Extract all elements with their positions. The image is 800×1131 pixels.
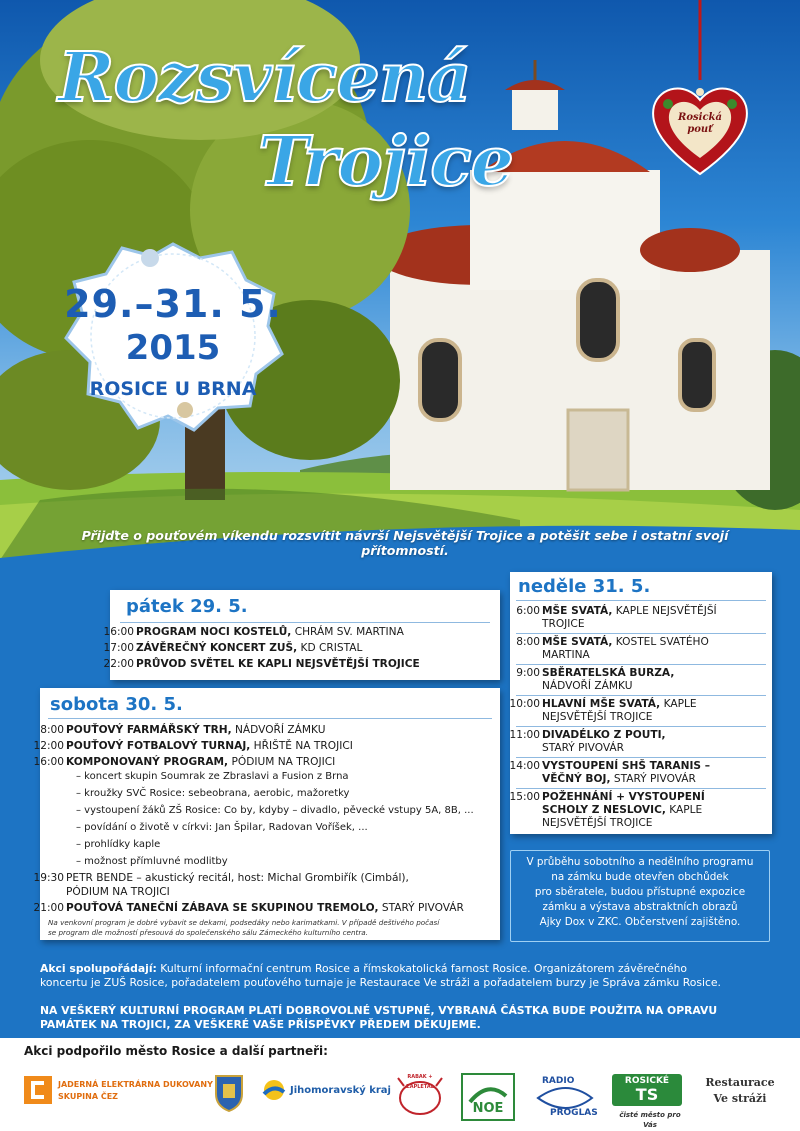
jmk-logo: Jihomoravský kraj	[262, 1072, 382, 1122]
divider	[516, 695, 766, 696]
friday-panel	[103, 590, 500, 680]
sunday-item: 15:00 POŽEHNÁNÍ + VYSTOUPENÍ	[509, 791, 705, 803]
sunday-item: 10:00 HLAVNÍ MŠE SVATÁ, KAPLE	[509, 698, 697, 710]
saturday-title: sobota 30. 5.	[50, 694, 183, 715]
sunday-item-continuation: SCHOLY Z NESLOVIC, KAPLE	[542, 804, 703, 816]
saturday-item: 21:00 POUŤOVÁ TANEČNÍ ZÁBAVA SE SKUPINOU TREMOLO, STARÝ PIVOVÁR	[33, 902, 464, 914]
sunday-item-continuation: NEJSVĚTĚJŠÍ TROJICE	[542, 711, 653, 723]
divider	[48, 718, 492, 719]
program-subitem: – povídání o životě v církvi: Jan Špilar, Radovan Voříšek, ...	[76, 822, 368, 833]
restaurant-ve-strazi-logo: Restaurace Ve stráži	[705, 1076, 775, 1105]
heart-text-line-1: Rosická	[678, 112, 722, 123]
info-line: Ajky Dox v ZKC. Občerstvení zajištěno.	[539, 916, 741, 928]
friday-item: 22:00 PRŮVOD SVĚTEL KE KAPLI NEJSVĚTĚJŠÍ TROJICE	[103, 658, 420, 670]
program-subitem: – koncert skupin Soumrak ze Zbraslavi a Fusion z Brna	[76, 771, 349, 782]
program-subitem: – vystoupení žáků ZŠ Rosice: Co by, kdyby – divadlo, pěvecké vstupy 5A, 8B, ...	[76, 805, 474, 816]
divider	[516, 633, 766, 634]
heart-text-line-2: pouť	[687, 124, 713, 135]
saturday-item-continuation: PÓDIUM NA TROJICI	[66, 886, 170, 898]
sunday-item-continuation: MARTINA	[542, 649, 590, 661]
sunday-item: 9:00 SBĚRATELSKÁ BURZA,	[516, 667, 675, 679]
sunday-panel	[510, 572, 772, 834]
badge-year: 2015	[125, 328, 221, 368]
coat-of-arms-icon	[214, 1072, 244, 1112]
sponsors-footer	[0, 1038, 800, 1131]
sunday-item-continuation: NÁDVOŘÍ ZÁMKU	[542, 680, 633, 692]
noe-logo: NOE	[460, 1072, 516, 1122]
saturday-item: 8:00 POUŤOVÝ FARMÁŘSKÝ TRH, NÁDVOŘÍ ZÁMKU	[40, 724, 326, 736]
cez-logo: JADERNÁ ELEKTRÁRNA DUKOVANY SKUPINA ČEZ	[24, 1072, 204, 1122]
sunday-item-continuation: TROJICE	[542, 618, 585, 630]
saturday-item: 12:00 POUŤOVÝ FOTBALOVÝ TURNAJ, HŘIŠTĚ NA TROJICI	[33, 740, 353, 752]
badge-place: ROSICE U BRNA	[89, 378, 257, 400]
info-box	[510, 850, 770, 942]
date-badge	[60, 238, 286, 434]
title-line-1: Rozsvícená	[58, 38, 471, 118]
divider	[516, 600, 766, 601]
friday-item: 17:00 ZÁVĚREČNÝ KONCERT ZUŠ, KD CRISTAL	[103, 642, 363, 654]
coorganizers-label: Akci spolupořádají:	[40, 962, 157, 975]
saturday-panel	[33, 688, 500, 940]
jmk-icon	[262, 1078, 286, 1102]
gingerbread-heart-logo	[648, 78, 752, 178]
info-line: pro sběratele, budou přístupné expozice	[534, 886, 746, 898]
rosice-coat-of-arms	[214, 1072, 244, 1122]
divider	[516, 664, 766, 665]
sunday-item: 6:00 MŠE SVATÁ, KAPLE NEJSVĚTĚJŠÍ	[516, 605, 717, 617]
coorganizers-text: Akci spolupořádají: Kulturní informační centrum Rosice a římskokatolická farnost Rosice. Organizátorem závěrečného koncertu je ZUŠ Rosice, pořadatelem pouťového turnaje je Restaurace Ve stráži a pořadatelem burzy je Správa zámku Rosice.	[40, 962, 721, 989]
cez-icon	[24, 1076, 52, 1104]
tagline: Přijďte o pouťovém víkendu rozsvítit návrší Nejsvětější Trojice a potěšit sebe i ostatní svojí přítomností.	[81, 528, 729, 558]
friday-title: pátek 29. 5.	[126, 596, 248, 617]
weather-note: se program dle možností přesouvá do společenského sálu Zámeckého kulturního centra.	[48, 928, 368, 937]
rabak-zapletal-logo: RABAK + ZAPLETAL	[394, 1072, 446, 1122]
weather-note: Na venkovní program je dobré vybavit se dekami, podsedáky nebo karimatkami. V případě deštivého počasí	[48, 918, 440, 927]
rosicke-ts-logo: ROSICKÉ TS čisté město pro Vás	[612, 1072, 688, 1122]
badge-dates: 29.–31. 5.	[64, 282, 282, 326]
sunday-item-continuation: STARÝ PIVOVÁR	[542, 742, 625, 754]
info-line: zámku a výstava abstraktních obrazů	[542, 901, 738, 913]
admission-text: NA VEŠKERÝ KULTURNÍ PROGRAM PLATÍ DOBROVOLNÉ VSTUPNÉ, VYBRANÁ ČÁSTKA BUDE POUŽITA NA OPRAVU PAMÁTEK NA TROJICI, ZA VEŠKERÉ VAŠE PŘÍSPĚVKY PŘEDEM DĚKUJEME.	[40, 1004, 718, 1031]
program-subitem: – kroužky SVČ Rosice: sebeobrana, aerobic, mažoretky	[76, 788, 350, 799]
info-line: na zámku bude otevřen obchůdek	[551, 871, 729, 883]
sunday-item-continuation: VĚČNÝ BOJ, STARÝ PIVOVÁR	[542, 773, 696, 785]
divider	[120, 622, 490, 623]
saturday-item: 16:00 KOMPONOVANÝ PROGRAM, PÓDIUM NA TROJICI	[33, 756, 336, 768]
friday-item: 16:00 PROGRAM NOCI KOSTELŮ, CHRÁM SV. MARTINA	[103, 626, 404, 638]
info-line: V průběhu sobotního a nedělního programu	[526, 856, 754, 868]
divider	[516, 757, 766, 758]
title-line-2: Trojice	[258, 122, 513, 202]
hero-photo	[0, 0, 800, 560]
sunday-item: 8:00 MŠE SVATÁ, KOSTEL SVATÉHO	[516, 636, 709, 648]
saturday-item: 19:30 PETR BENDE – akustický recitál, host: Michal Grombiřík (Cimbál),	[33, 872, 409, 884]
program-subitem: – možnost přímluvné modlitby	[76, 856, 228, 867]
radio-proglas-logo: RADIO PROGLAS	[530, 1072, 602, 1122]
program-subitem: – prohlídky kaple	[76, 839, 161, 850]
sunday-item-continuation: NEJSVĚTĚJŠÍ TROJICE	[542, 817, 653, 829]
sunday-title: neděle 31. 5.	[518, 576, 651, 597]
sunday-item: 11:00 DIVADÉLKO Z POUTI,	[509, 729, 666, 741]
divider	[516, 788, 766, 789]
divider	[516, 726, 766, 727]
sunday-item: 14:00 VYSTOUPENÍ SHŠ TARANIS –	[509, 760, 711, 772]
sponsors-lead: Akci podpořilo město Rosice a další partneři:	[24, 1044, 328, 1058]
